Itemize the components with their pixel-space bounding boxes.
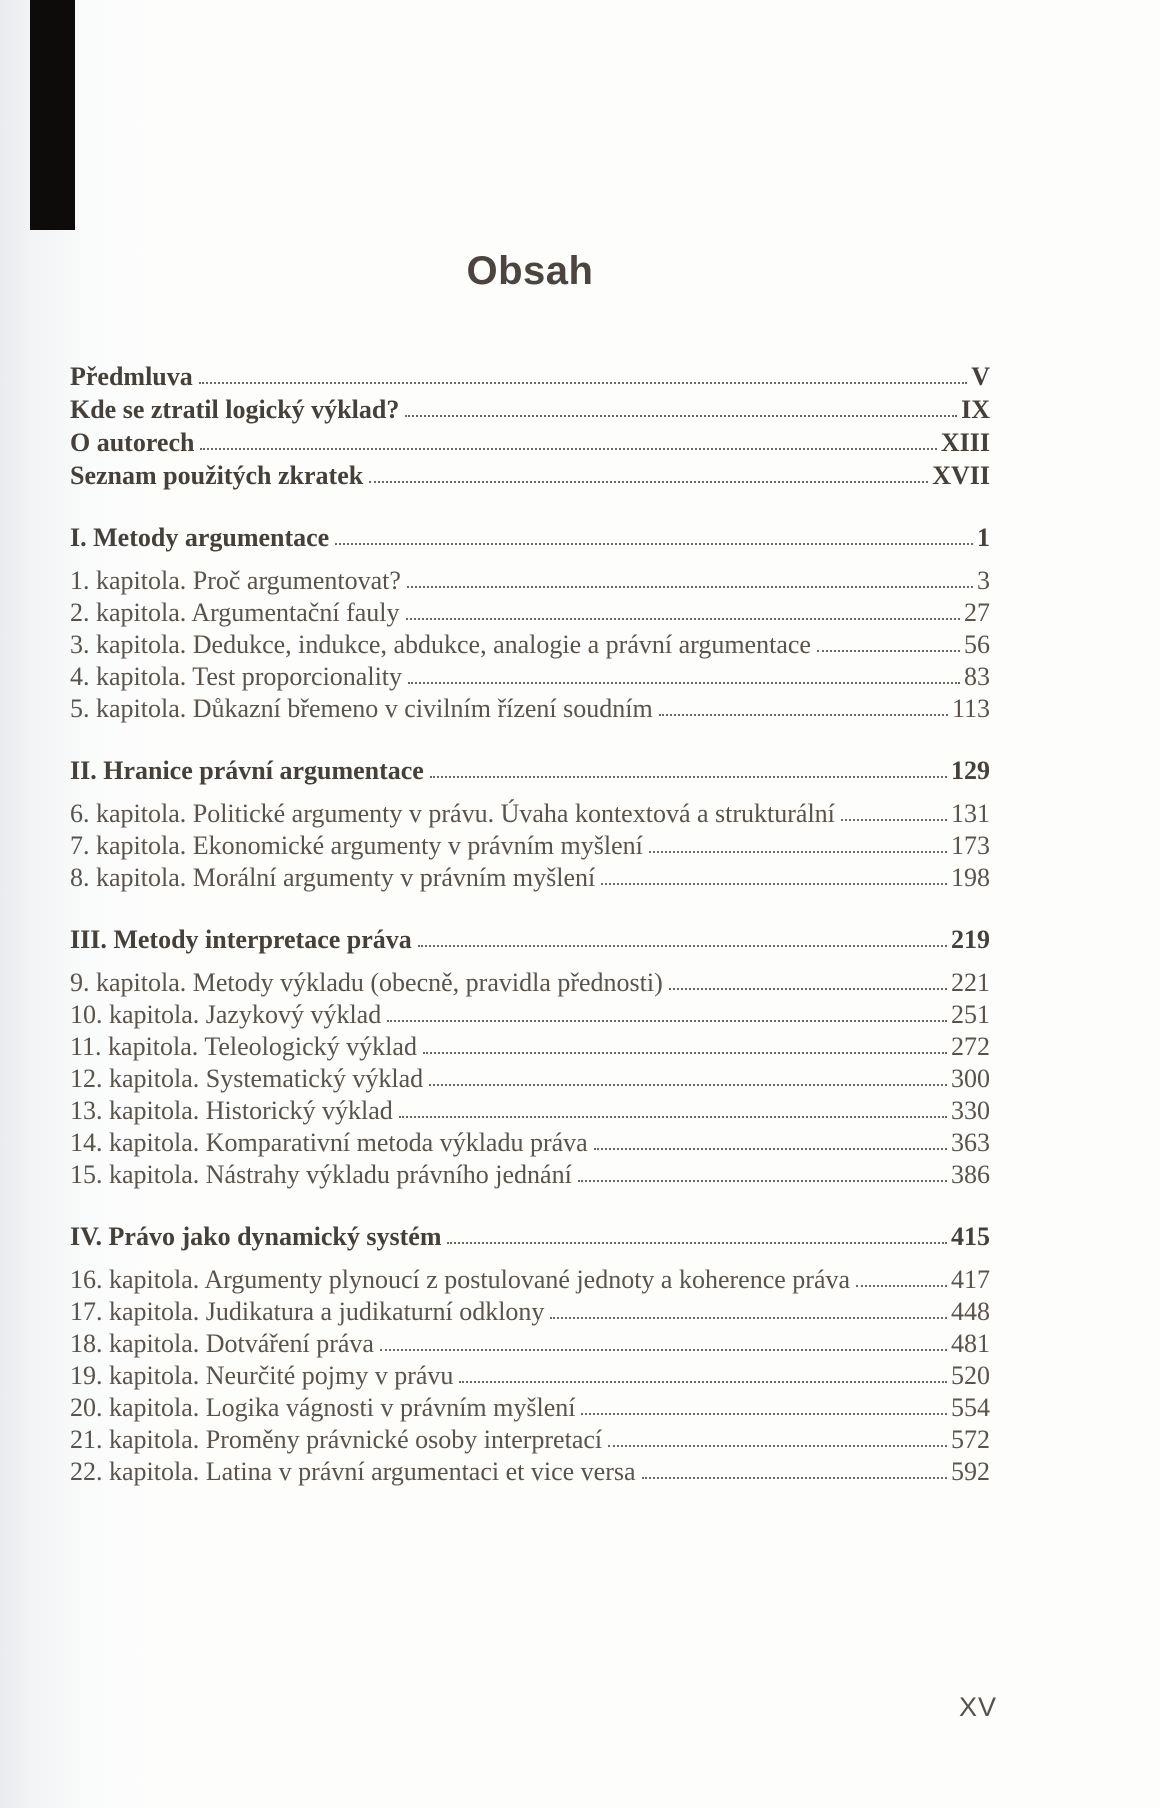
entry-page-number: V	[971, 362, 990, 391]
chapter-entry	[70, 1159, 990, 1191]
toc-section-list	[70, 522, 990, 1488]
entry-label: Kde se ztratil logický výklad?	[70, 395, 400, 424]
entry-label: Předmluva	[70, 362, 193, 391]
entry-page-number: 173	[951, 831, 990, 860]
dot-leader	[387, 1019, 947, 1022]
chapter-entry	[70, 1424, 990, 1456]
dot-leader	[578, 1179, 947, 1182]
entry-label: 7. kapitola. Ekonomické argumenty v právním myšlení	[70, 831, 643, 860]
dot-leader	[406, 617, 961, 620]
entry-label: 9. kapitola. Metody výkladu (obecně, pravidla přednosti)	[70, 968, 663, 997]
entry-page-number: 3	[977, 566, 990, 595]
chapter-entry	[70, 565, 990, 597]
entry-label: 22. kapitola. Latina v právní argumentaci et vice versa	[70, 1457, 636, 1486]
entry-page-number: 481	[951, 1329, 990, 1358]
folio-page-number: XV	[958, 1692, 997, 1722]
dot-leader	[669, 987, 947, 990]
chapter-entry	[70, 798, 990, 830]
entry-page-number: 330	[951, 1096, 990, 1125]
entry-label: 15. kapitola. Nástrahy výkladu právního jednání	[70, 1160, 572, 1189]
section-header-entry	[70, 755, 990, 787]
entry-label: 6. kapitola. Politické argumenty v právu. Úvaha kontextová a strukturální	[70, 799, 835, 828]
entry-label: 2. kapitola. Argumentační fauly	[70, 598, 400, 627]
chapter-entry	[70, 1031, 990, 1063]
entry-page-number: 363	[951, 1128, 990, 1157]
dot-leader	[407, 585, 973, 588]
chapter-entry	[70, 693, 990, 725]
entry-page-number: 572	[951, 1425, 990, 1454]
entry-label: 16. kapitola. Argumenty plynoucí z postulované jednoty a koherence práva	[70, 1265, 851, 1294]
entry-page-number: 386	[951, 1160, 990, 1189]
entry-page-number: XVII	[932, 461, 990, 490]
entry-label: 13. kapitola. Historický výklad	[70, 1096, 393, 1125]
section-header-entry	[70, 522, 990, 554]
entry-label: 18. kapitola. Dotváření práva	[70, 1329, 374, 1358]
entry-label: 11. kapitola. Teleologický výklad	[70, 1032, 417, 1061]
entry-page-number: IX	[961, 395, 990, 424]
dot-leader	[405, 414, 957, 417]
dot-leader	[199, 381, 967, 384]
dot-leader	[659, 713, 948, 716]
scan-binding-artifact	[30, 0, 75, 230]
dot-leader	[369, 480, 928, 483]
dot-leader	[459, 1380, 947, 1383]
dot-leader	[418, 944, 947, 947]
section-header-entry	[70, 924, 990, 956]
entry-label: IV. Právo jako dynamický systém	[70, 1222, 442, 1251]
chapter-entry	[70, 1127, 990, 1159]
entry-page-number: 27	[964, 598, 990, 627]
entry-label: I. Metody argumentace	[70, 523, 330, 552]
entry-page-number: 198	[951, 863, 990, 892]
section-header-entry	[70, 1221, 990, 1253]
entry-label: II. Hranice právní argumentace	[70, 756, 424, 785]
entry-label: Seznam použitých zkratek	[70, 461, 364, 490]
entry-page-number: 221	[951, 968, 990, 997]
front-matter-list	[70, 360, 990, 492]
entry-page-number: 113	[951, 694, 990, 723]
entry-page-number: 592	[951, 1457, 990, 1486]
chapter-entry	[70, 1328, 990, 1360]
dot-leader	[429, 1083, 947, 1086]
entry-page-number: 131	[951, 799, 990, 828]
entry-label: 3. kapitola. Dedukce, indukce, abdukce, analogie a právní argumentace	[70, 630, 811, 659]
entry-page-number: 1	[977, 523, 990, 552]
entry-page-number: 554	[951, 1393, 990, 1422]
entry-page-number: 415	[951, 1222, 990, 1251]
dot-leader	[649, 850, 947, 853]
chapter-entry	[70, 1095, 990, 1127]
chapter-entry	[70, 1456, 990, 1488]
chapter-entry	[70, 999, 990, 1031]
dot-leader	[817, 649, 960, 652]
dot-leader	[841, 818, 947, 821]
entry-page-number: 520	[951, 1361, 990, 1390]
chapter-entry	[70, 1264, 990, 1296]
chapter-entry	[70, 1063, 990, 1095]
entry-page-number: 251	[951, 1000, 990, 1029]
chapter-entry	[70, 1392, 990, 1424]
front-matter-entry	[70, 360, 990, 393]
dot-leader	[399, 1115, 947, 1118]
entry-label: 14. kapitola. Komparativní metoda výkladu práva	[70, 1128, 588, 1157]
dot-leader	[430, 775, 947, 778]
page-title: Obsah	[466, 249, 594, 293]
dot-leader	[423, 1051, 947, 1054]
chapter-entry	[70, 967, 990, 999]
dot-leader	[200, 447, 936, 450]
entry-label: 8. kapitola. Morální argumenty v právním myšlení	[70, 863, 596, 892]
dot-leader	[447, 1241, 947, 1244]
front-matter-entry	[70, 426, 990, 459]
dot-leader	[608, 1444, 947, 1447]
entry-label: 5. kapitola. Důkazní břemeno v civilním řízení soudním	[70, 694, 653, 723]
entry-page-number: 219	[951, 925, 990, 954]
entry-page-number: 300	[951, 1064, 990, 1093]
dot-leader	[642, 1476, 947, 1479]
entry-label: 19. kapitola. Neurčité pojmy v právu	[70, 1361, 454, 1390]
table-of-contents	[70, 0, 990, 1488]
entry-label: 4. kapitola. Test proporcionality	[70, 662, 403, 691]
chapter-entry	[70, 597, 990, 629]
entry-page-number: 56	[964, 630, 990, 659]
dot-leader	[581, 1412, 947, 1415]
entry-label: 21. kapitola. Proměny právnické osoby interpretací	[70, 1425, 603, 1454]
entry-label: 12. kapitola. Systematický výklad	[70, 1064, 424, 1093]
front-matter-entry	[70, 393, 990, 426]
entry-label: O autorech	[70, 428, 195, 457]
chapter-entry	[70, 862, 990, 894]
entry-page-number: 83	[964, 662, 990, 691]
dot-leader	[856, 1284, 947, 1287]
chapter-entry	[70, 1360, 990, 1392]
entry-label: 20. kapitola. Logika vágnosti v právním myšlení	[70, 1393, 576, 1422]
entry-page-number: 448	[951, 1297, 990, 1326]
dot-leader	[408, 681, 960, 684]
dot-leader	[594, 1147, 947, 1150]
chapter-entry	[70, 830, 990, 862]
dot-leader	[550, 1316, 947, 1319]
chapter-entry	[70, 1296, 990, 1328]
entry-page-number: 129	[951, 756, 990, 785]
entry-label: 10. kapitola. Jazykový výklad	[70, 1000, 382, 1029]
entry-page-number: 417	[951, 1265, 990, 1294]
entry-label: 17. kapitola. Judikatura a judikaturní odklony	[70, 1297, 545, 1326]
front-matter-entry	[70, 459, 990, 492]
chapter-entry	[70, 629, 990, 661]
entry-label: 1. kapitola. Proč argumentovat?	[70, 566, 401, 595]
dot-leader	[380, 1348, 947, 1351]
dot-leader	[335, 542, 973, 545]
entry-page-number: XIII	[940, 428, 990, 457]
entry-page-number: 272	[951, 1032, 990, 1061]
chapter-entry	[70, 661, 990, 693]
dot-leader	[601, 882, 947, 885]
entry-label: III. Metody interpretace práva	[70, 925, 412, 954]
